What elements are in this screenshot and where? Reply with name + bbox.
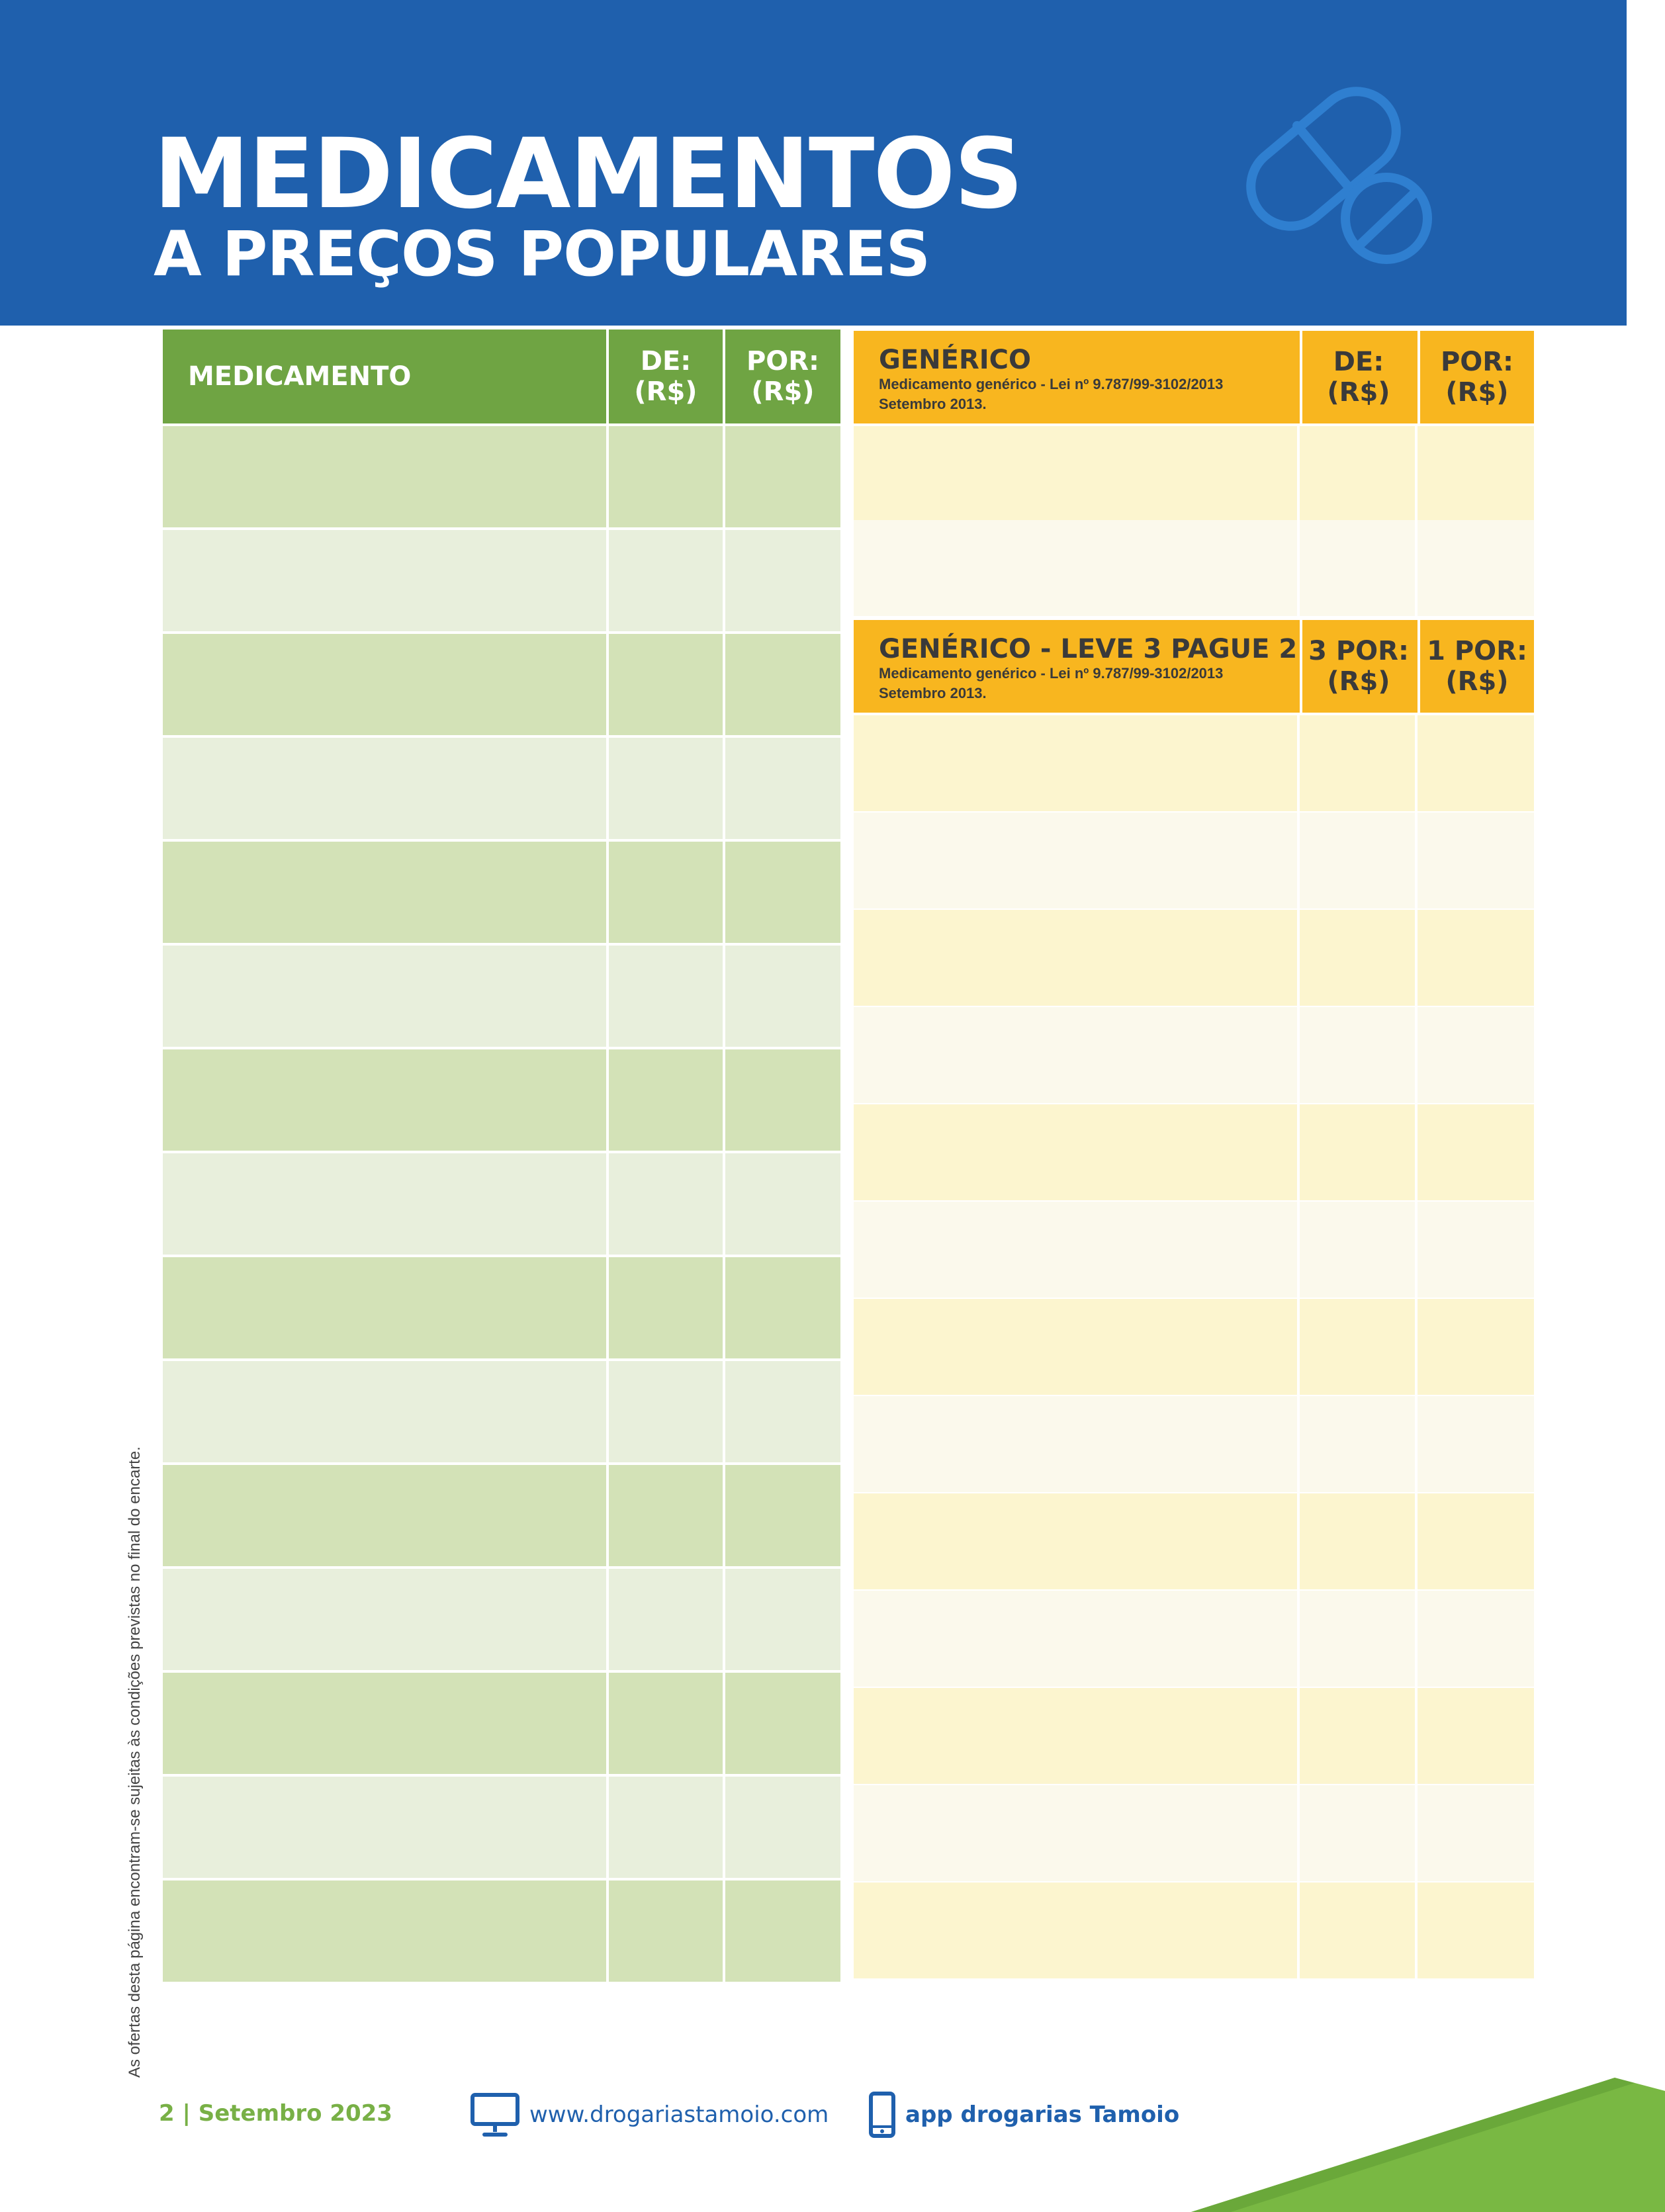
column-header-label: POR: xyxy=(1440,347,1514,377)
medicamento-cell xyxy=(163,1257,606,1358)
price-1-por-cell xyxy=(1418,1591,1534,1687)
price-de-cell xyxy=(609,946,723,1047)
medicamento-cell xyxy=(163,1569,606,1670)
table-row xyxy=(854,1202,1534,1298)
column-header-unit: (R$) xyxy=(1445,666,1509,697)
table-row xyxy=(163,946,840,1047)
price-de-cell xyxy=(1300,520,1415,616)
table-row xyxy=(163,738,840,839)
price-3-por-cell xyxy=(1300,1007,1415,1103)
price-1-por-cell xyxy=(1418,1299,1534,1395)
table-row xyxy=(163,1153,840,1255)
price-3-por-cell xyxy=(1300,1202,1415,1298)
price-por-cell xyxy=(725,1569,840,1670)
generico-cell xyxy=(854,520,1297,616)
table-row xyxy=(854,1882,1534,1978)
price-por-cell xyxy=(725,530,840,631)
price-de-cell xyxy=(1300,426,1415,522)
medicamento-cell xyxy=(163,530,606,631)
generico-cell xyxy=(854,426,1297,522)
section-title: GENÉRICO - LEVE 3 PAGUE 2 xyxy=(879,634,1298,664)
medicamento-table xyxy=(163,330,840,1984)
disclaimer-text: As ofertas desta página encontram-se sujeitas às condições previstas no final do encarte. xyxy=(126,1446,144,2078)
table-row xyxy=(854,1299,1534,1395)
generico-cell xyxy=(854,1202,1297,1298)
price-de-cell xyxy=(609,1880,723,1982)
header-banner xyxy=(0,0,1627,326)
price-por-cell xyxy=(725,1777,840,1878)
column-header-de xyxy=(609,330,723,423)
price-3-por-cell xyxy=(1300,1882,1415,1978)
column-header-1-por xyxy=(1418,620,1534,713)
legal-note-date: Setembro 2013. xyxy=(879,396,987,413)
price-de-cell xyxy=(609,426,723,527)
table-row xyxy=(854,1104,1534,1200)
price-por-cell xyxy=(725,1049,840,1151)
price-1-por-cell xyxy=(1418,910,1534,1006)
price-de-cell xyxy=(609,1673,723,1774)
table-row xyxy=(163,1049,840,1151)
column-header-label: 1 POR: xyxy=(1427,636,1527,666)
price-1-por-cell xyxy=(1418,1396,1534,1492)
price-1-por-cell xyxy=(1418,1493,1534,1589)
generico-cell xyxy=(854,1493,1297,1589)
table-row xyxy=(163,1257,840,1358)
generico-cell xyxy=(854,813,1297,908)
price-de-cell xyxy=(609,1777,723,1878)
column-header-unit: (R$) xyxy=(1327,377,1390,408)
app-link[interactable]: app drogarias Tamoio xyxy=(905,2101,1180,2128)
smartphone-icon xyxy=(868,2091,896,2139)
price-1-por-cell xyxy=(1418,1882,1534,1978)
table-row xyxy=(163,426,840,527)
header-notch xyxy=(1627,218,1665,326)
generico-cell xyxy=(854,1688,1297,1784)
price-por-cell xyxy=(1418,520,1534,616)
price-por-cell xyxy=(725,1465,840,1566)
page-number: 2 | Setembro 2023 xyxy=(159,2100,392,2127)
table-row xyxy=(854,1396,1534,1492)
column-header-label: 3 POR: xyxy=(1308,636,1409,666)
medicamento-cell xyxy=(163,946,606,1047)
price-de-cell xyxy=(609,1257,723,1358)
price-1-por-cell xyxy=(1418,715,1534,811)
price-por-cell xyxy=(725,634,840,735)
price-3-por-cell xyxy=(1300,1493,1415,1589)
price-3-por-cell xyxy=(1300,910,1415,1006)
price-por-cell xyxy=(725,426,840,527)
generico-cell xyxy=(854,1591,1297,1687)
monitor-icon xyxy=(470,2092,520,2139)
price-3-por-cell xyxy=(1300,715,1415,811)
medicamento-cell xyxy=(163,634,606,735)
price-por-cell xyxy=(725,946,840,1047)
generico-cell xyxy=(854,910,1297,1006)
table-row xyxy=(163,1361,840,1462)
generico-cell xyxy=(854,1785,1297,1881)
column-header-de xyxy=(1300,331,1415,423)
column-header-unit: (R$) xyxy=(751,376,815,407)
generico-cell xyxy=(854,715,1297,811)
table-row xyxy=(854,426,1534,522)
medicamento-cell xyxy=(163,1673,606,1774)
price-de-cell xyxy=(609,738,723,839)
generico-cell xyxy=(854,1882,1297,1978)
medicamento-cell xyxy=(163,738,606,839)
page-title: MEDICAMENTOS xyxy=(154,118,1022,230)
column-header-unit: (R$) xyxy=(634,376,698,407)
price-3-por-cell xyxy=(1300,1299,1415,1395)
legal-note: Medicamento genérico - Lei nº 9.787/99-3102/2013 xyxy=(879,665,1224,682)
medicamento-cell xyxy=(163,1465,606,1566)
column-header-label: POR: xyxy=(746,346,820,376)
price-por-cell xyxy=(725,1361,840,1462)
table-row xyxy=(163,1673,840,1774)
price-1-por-cell xyxy=(1418,1688,1534,1784)
generico-cell xyxy=(854,1299,1297,1395)
table-row xyxy=(854,520,1534,616)
column-header-label: DE: xyxy=(1333,347,1384,377)
price-por-cell xyxy=(725,1257,840,1358)
price-3-por-cell xyxy=(1300,1785,1415,1881)
column-header-label: MEDICAMENTO xyxy=(188,361,412,392)
table-row xyxy=(163,1880,840,1982)
table-row xyxy=(854,1688,1534,1784)
medicamento-cell xyxy=(163,1153,606,1255)
table-row xyxy=(163,1569,840,1670)
medicamento-cell xyxy=(163,1049,606,1151)
price-por-cell xyxy=(1418,426,1534,522)
column-header-3-por xyxy=(1300,620,1415,713)
table-row xyxy=(854,1493,1534,1589)
section-title: GENÉRICO xyxy=(879,345,1031,375)
column-header-unit: (R$) xyxy=(1445,377,1509,408)
table-row xyxy=(854,910,1534,1006)
table-row xyxy=(163,842,840,943)
price-por-cell xyxy=(725,1673,840,1774)
table-row xyxy=(854,1591,1534,1687)
table-row xyxy=(854,715,1534,811)
medicamento-cell xyxy=(163,1777,606,1878)
legal-note-date: Setembro 2013. xyxy=(879,685,987,702)
column-header-por xyxy=(725,330,840,423)
generico-header xyxy=(854,331,1534,423)
price-1-por-cell xyxy=(1418,1007,1534,1103)
leve3-header xyxy=(854,620,1534,713)
generico-cell xyxy=(854,1007,1297,1103)
price-3-por-cell xyxy=(1300,1688,1415,1784)
price-3-por-cell xyxy=(1300,813,1415,908)
price-3-por-cell xyxy=(1300,1104,1415,1200)
legal-note: Medicamento genérico - Lei nº 9.787/99-3102/2013 xyxy=(879,376,1224,392)
price-1-por-cell xyxy=(1418,1104,1534,1200)
column-header-label: DE: xyxy=(640,346,692,376)
price-de-cell xyxy=(609,1049,723,1151)
table-row xyxy=(163,1777,840,1878)
generico-cell xyxy=(854,1396,1297,1492)
price-de-cell xyxy=(609,1153,723,1255)
price-3-por-cell xyxy=(1300,1396,1415,1492)
generico-cell xyxy=(854,1104,1297,1200)
price-1-por-cell xyxy=(1418,1202,1534,1298)
table-row xyxy=(163,1465,840,1566)
column-header-unit: (R$) xyxy=(1327,666,1390,697)
medicamento-cell xyxy=(163,842,606,943)
table-row xyxy=(163,530,840,631)
price-de-cell xyxy=(609,530,723,631)
column-header-medicamento xyxy=(163,330,606,423)
price-por-cell xyxy=(725,842,840,943)
price-de-cell xyxy=(609,634,723,735)
price-3-por-cell xyxy=(1300,1591,1415,1687)
column-header-leve3 xyxy=(854,620,1297,713)
price-de-cell xyxy=(609,1361,723,1462)
table-row xyxy=(163,634,840,735)
price-de-cell xyxy=(609,1465,723,1566)
price-de-cell xyxy=(609,842,723,943)
column-header-generico xyxy=(854,331,1297,423)
website-link[interactable]: www.drogariastamoio.com xyxy=(529,2101,829,2128)
price-por-cell xyxy=(725,738,840,839)
price-por-cell xyxy=(725,1153,840,1255)
price-1-por-cell xyxy=(1418,813,1534,908)
medicamento-cell xyxy=(163,426,606,527)
price-de-cell xyxy=(609,1569,723,1670)
table-row xyxy=(854,813,1534,908)
medicamento-cell xyxy=(163,1880,606,1982)
medicamento-cell xyxy=(163,1361,606,1462)
table-row xyxy=(854,1785,1534,1881)
column-header-por xyxy=(1418,331,1534,423)
price-por-cell xyxy=(725,1880,840,1982)
pill-icon xyxy=(1228,79,1446,278)
page-subtitle: A PREÇOS POPULARES xyxy=(154,218,930,290)
price-1-por-cell xyxy=(1418,1785,1534,1881)
table-row xyxy=(854,1007,1534,1103)
